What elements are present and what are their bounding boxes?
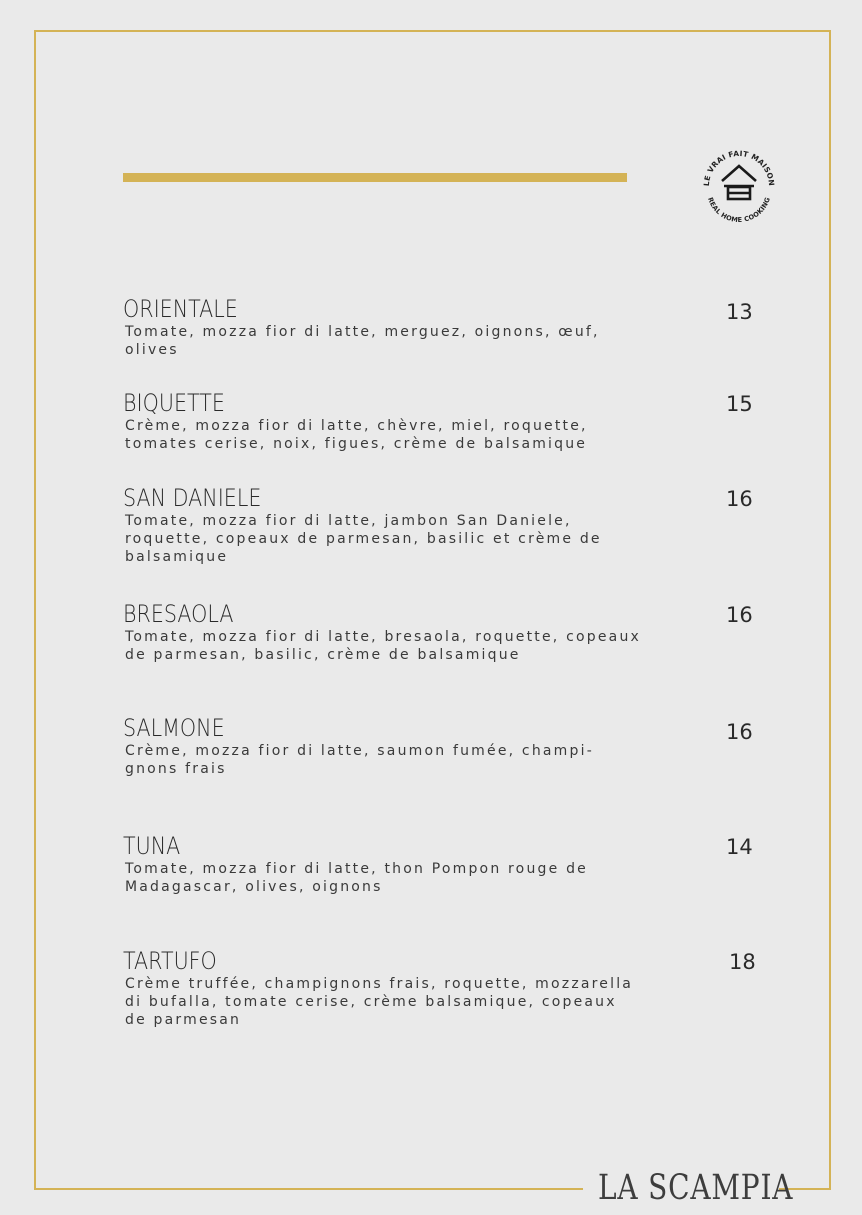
- item-name: TARTUFO: [123, 947, 217, 975]
- item-description: Crème truffée, champignons frais, roquette, mozzarella di bufalla, tomate cerise, crème balsamique, copeaux de parmesan: [125, 976, 634, 1028]
- item-description: Crème, mozza fior di latte, chèvre, miel, roquette, tomates cerise, noix, figues, crème de balsamique: [125, 418, 588, 452]
- menu-item-san-daniele: [123, 485, 763, 566]
- item-price: 18: [729, 950, 756, 974]
- badge-top-text: LE VRAI FAIT MAISON: [701, 148, 777, 187]
- item-description: Crème, mozza fior di latte, saumon fumée, champi-gnons frais: [125, 743, 594, 777]
- item-description: Tomate, mozza fior di latte, thon Pompon rouge de Madagascar, olives, oignons: [125, 861, 588, 895]
- menu-item-orientale: [123, 296, 763, 359]
- item-description: Tomate, mozza fior di latte, bresaola, roquette, copeaux de parmesan, basilic, crème de balsamique: [125, 629, 641, 663]
- item-description: Tomate, mozza fior di latte, jambon San Daniele, roquette, copeaux de parmesan, basilic et crème de balsamique: [125, 513, 602, 565]
- item-price: 15: [726, 392, 753, 416]
- item-price: 14: [726, 835, 753, 859]
- item-description: Tomate, mozza fior di latte, merguez, oignons, œuf, olives: [125, 324, 600, 358]
- item-name: BIQUETTE: [123, 389, 225, 417]
- item-price: 13: [726, 300, 753, 324]
- menu-item-tartufo: [123, 948, 763, 1029]
- menu-item-biquette: [123, 390, 763, 453]
- brand-logo: LA SCAMPIA: [598, 1168, 794, 1208]
- item-name: TUNA: [123, 832, 181, 860]
- item-price: 16: [726, 720, 753, 744]
- item-name: SALMONE: [123, 714, 225, 742]
- item-price: 16: [726, 487, 753, 511]
- svg-text:REAL HOME COOKING: [706, 196, 772, 224]
- fait-maison-badge-icon: [697, 142, 781, 226]
- item-name: ORIENTALE: [123, 295, 238, 323]
- item-name: BRESAOLA: [123, 600, 234, 628]
- menu-item-bresaola: [123, 601, 763, 664]
- item-name: SAN DANIELE: [123, 484, 262, 512]
- menu-item-tuna: [123, 833, 763, 896]
- badge-bottom-text: REAL HOME COOKING: [706, 196, 772, 225]
- item-price: 16: [726, 603, 753, 627]
- menu-item-salmone: [123, 715, 763, 778]
- gold-divider-bar: [123, 173, 627, 182]
